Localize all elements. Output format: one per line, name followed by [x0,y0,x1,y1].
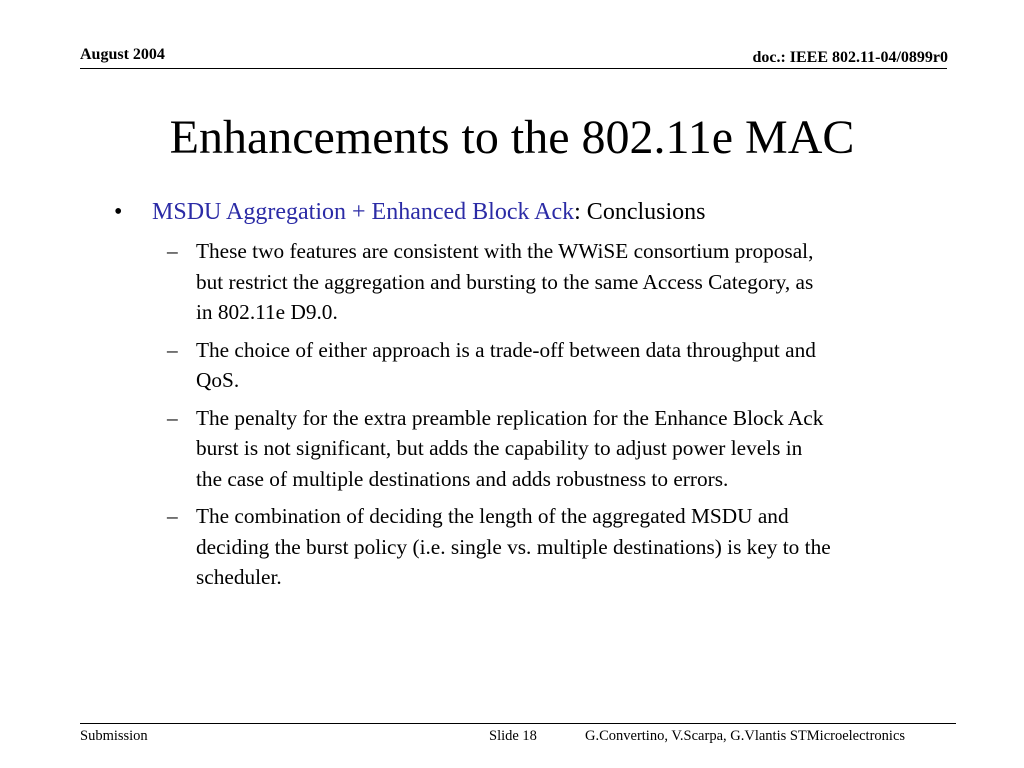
dash-marker: – [167,405,178,430]
sub-bullet-text: The combination of deciding the length of the aggregated MSDU and deciding the burst policy (i.e. single vs. multiple destinations) is key to the scheduler. [196,504,831,589]
sub-bullet-text: The choice of either approach is a trade-off between data throughput and QoS. [196,337,816,392]
sub-bullet-list [112,236,912,593]
bullet-marker: • [114,199,123,225]
footer-submission: Submission [80,728,148,744]
dash-marker: – [167,504,178,528]
footer-authors: G.Convertino, V.Scarpa, G.Vlantis STMicroelectronics [585,728,906,744]
sub-bullet-item [112,403,832,495]
sub-bullet-text: The penalty for the extra preamble replication for the Enhance Block Ack burst is not significant, but adds the capability to adjust power levels in the case of multiple destinations and adds robustness to errors. [196,405,824,491]
main-bullet [112,196,912,228]
dash-marker: – [167,337,178,362]
sub-bullet-item [112,335,832,396]
footer-slide-number: Slide 18 [489,728,537,744]
footer-divider [80,723,956,724]
header-doc-id: doc.: IEEE 802.11-04/0899r0 [752,49,948,66]
slide-content [112,196,912,600]
sub-bullet-text: These two features are consistent with the WWiSE consortium proposal, but restrict the aggregation and bursting to the same Access Category, as in 802.11e D9.0. [196,239,814,324]
sub-bullet-item [112,501,832,593]
sub-bullet-item [112,236,832,328]
header-divider [80,68,947,69]
slide-title: Enhancements to the 802.11e MAC [169,111,855,165]
bullet-rest-text: : Conclusions [574,199,706,225]
header-date: August 2004 [80,46,165,63]
dash-marker: – [167,239,178,263]
bullet-highlight-text: MSDU Aggregation + Enhanced Block Ack [152,199,575,225]
